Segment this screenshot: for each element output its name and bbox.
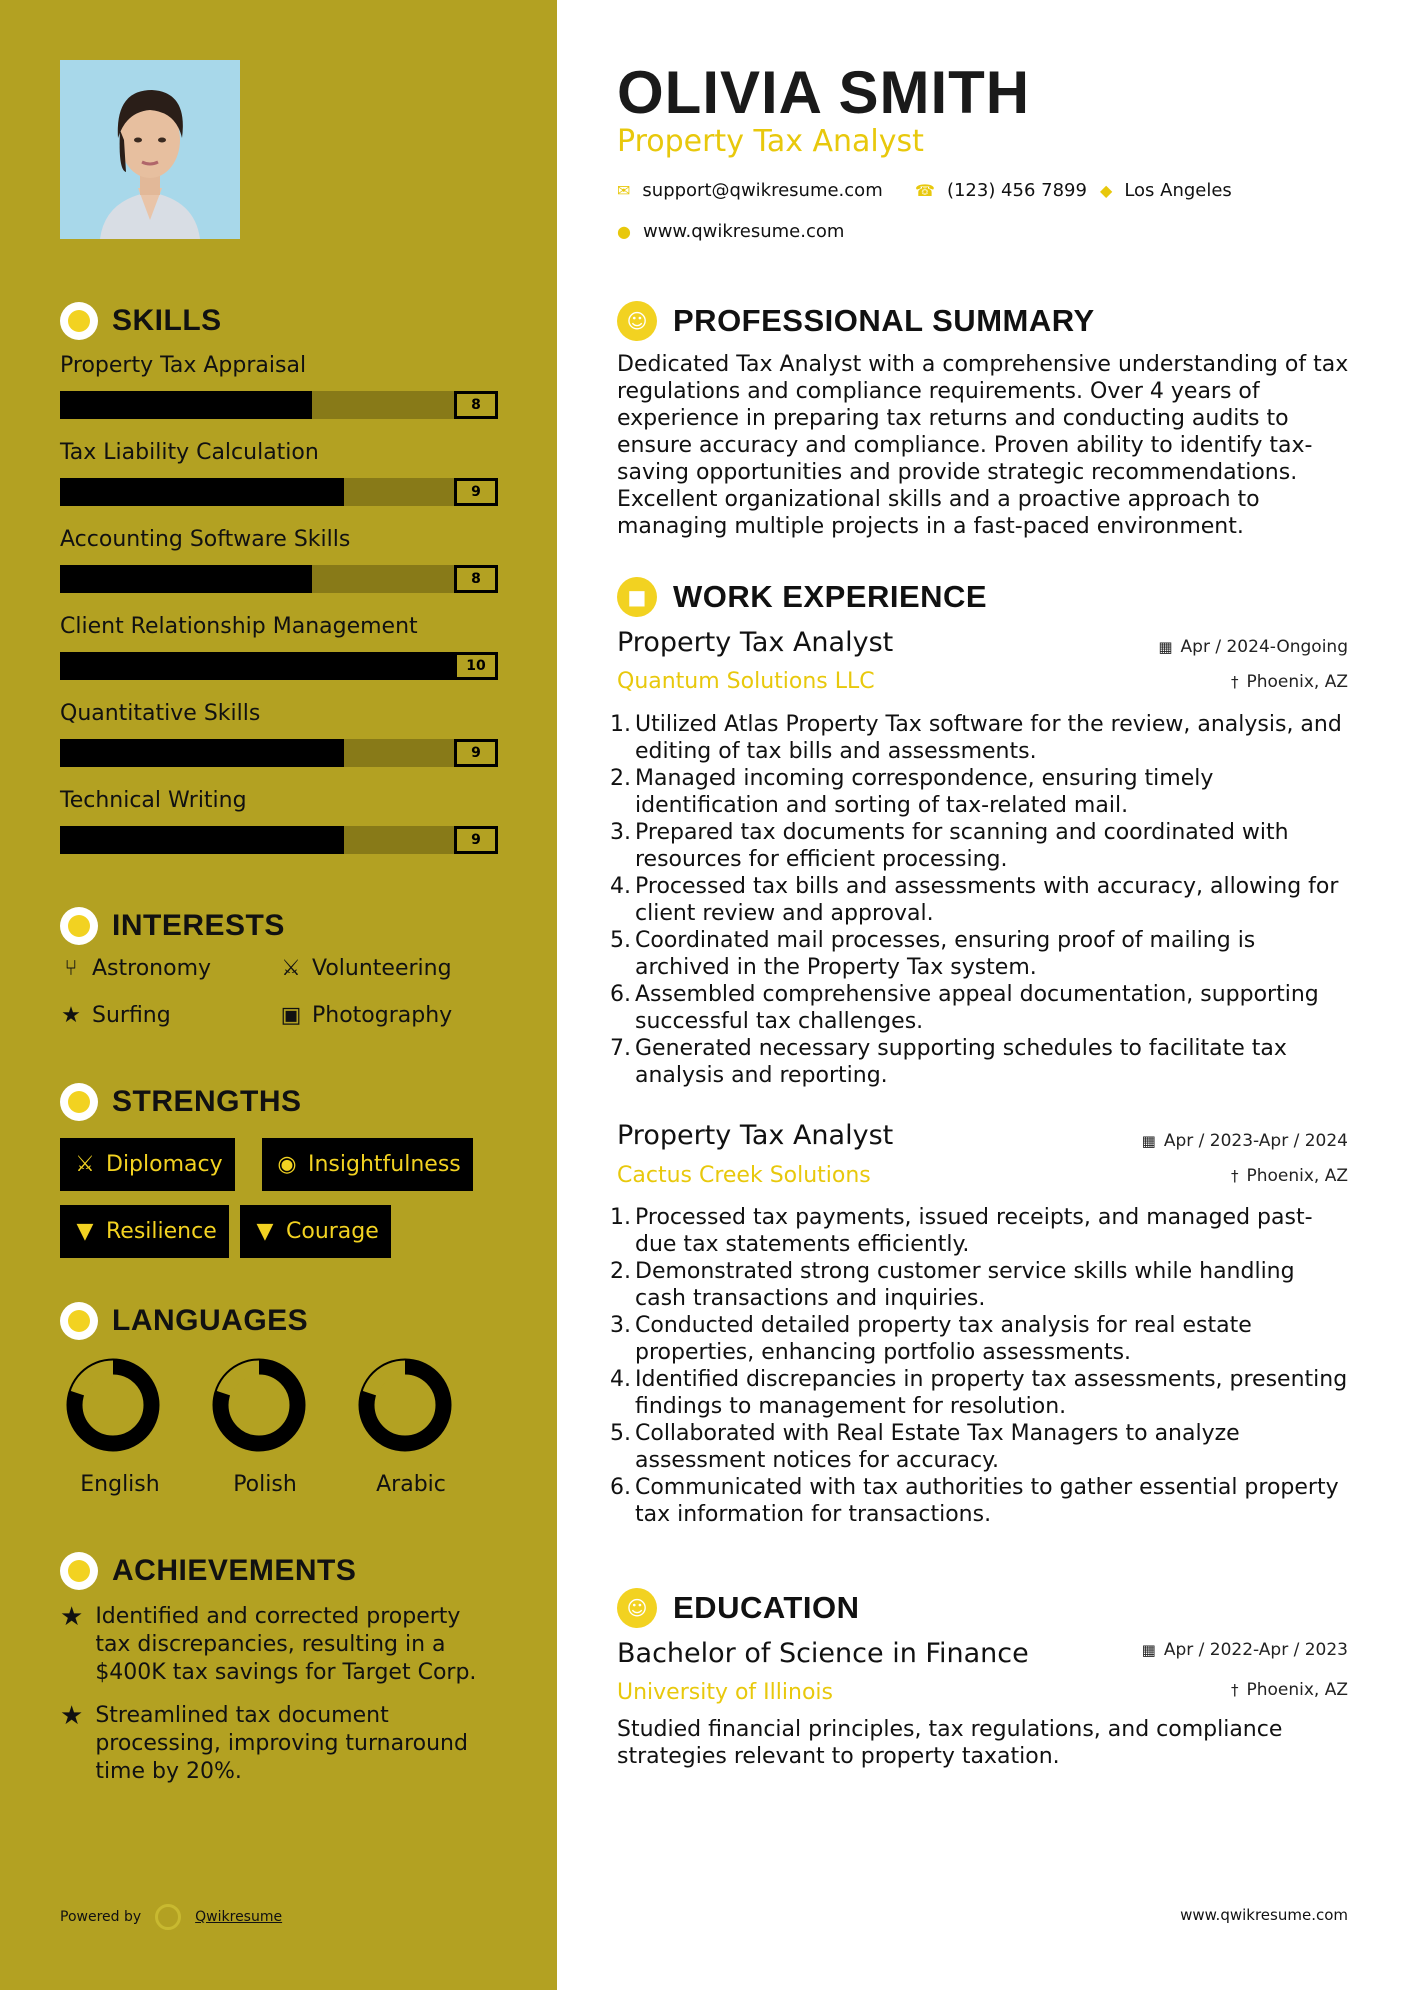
sidebar bbox=[0, 0, 557, 1990]
shooting-star-icon: ★ bbox=[60, 1602, 84, 1632]
skills-heading bbox=[60, 302, 222, 340]
strength-label: Diplomacy bbox=[106, 1152, 223, 1177]
phone-icon: ☎ bbox=[915, 181, 935, 200]
strength-chip bbox=[60, 1138, 235, 1191]
work-title: WORK EXPERIENCE bbox=[673, 579, 988, 614]
phone-text: (123) 456 7899 bbox=[946, 180, 1087, 201]
education-location-text: Phoenix, AZ bbox=[1246, 1680, 1348, 1700]
user-icon: ☺ bbox=[617, 301, 657, 341]
camera-icon: ▣ bbox=[280, 1003, 302, 1028]
location-text: Los Angeles bbox=[1124, 180, 1232, 201]
skill-bar-fill bbox=[60, 391, 312, 419]
map-pin-icon: ◆ bbox=[1100, 181, 1113, 200]
contact-phone[interactable] bbox=[915, 180, 1087, 201]
achievement-text: Identified and corrected property tax discrepancies, resulting in a $400K tax savings for Target Corp. bbox=[95, 1604, 477, 1685]
job-location-text: Phoenix, AZ bbox=[1246, 1166, 1348, 1186]
achievement-item bbox=[60, 1603, 500, 1687]
skill-name: Technical Writing bbox=[60, 788, 247, 813]
list-item: 3. Conducted detailed property tax analysis for real estate properties, enhancing portfolio assessments. bbox=[610, 1313, 1252, 1365]
language-donut bbox=[358, 1358, 452, 1452]
eye-icon: ◉ bbox=[277, 1152, 297, 1177]
job-title: Property Tax Analyst bbox=[617, 627, 894, 658]
education-heading bbox=[617, 1588, 859, 1628]
pushpin-icon: † bbox=[1230, 1167, 1239, 1185]
languages-heading bbox=[60, 1302, 308, 1340]
envelope-icon: ✉ bbox=[617, 181, 631, 200]
job-company: Quantum Solutions LLC bbox=[617, 669, 875, 694]
strength-label: Insightfulness bbox=[308, 1152, 461, 1177]
language-label: Arabic bbox=[376, 1472, 446, 1497]
strengths-title: STRENGTHS bbox=[112, 1085, 302, 1118]
interest-item bbox=[280, 956, 452, 981]
paper-plane-icon bbox=[60, 907, 98, 945]
contact-website[interactable] bbox=[617, 221, 844, 242]
skill-item bbox=[60, 436, 498, 506]
profile-photo bbox=[60, 60, 240, 239]
interest-label: Astronomy bbox=[92, 956, 212, 981]
skill-score: 9 bbox=[454, 478, 498, 506]
skill-item bbox=[60, 697, 498, 767]
interest-label: Volunteering bbox=[312, 956, 452, 981]
skill-bar bbox=[60, 478, 498, 506]
qwikresume-logo-icon bbox=[155, 1904, 181, 1930]
summary-heading bbox=[617, 301, 1095, 341]
skill-score: 8 bbox=[454, 391, 498, 419]
handshake-icon: ⚔ bbox=[75, 1152, 95, 1177]
skill-bar-fill bbox=[60, 478, 344, 506]
job-company: Cactus Creek Solutions bbox=[617, 1163, 871, 1188]
education-location bbox=[1231, 1680, 1348, 1700]
candidate-name: OLIVIA SMITH bbox=[617, 59, 1031, 126]
education-dates-text: Apr / 2022-Apr / 2023 bbox=[1163, 1640, 1348, 1660]
skill-bar-fill bbox=[60, 739, 344, 767]
briefcase-icon: ■ bbox=[617, 577, 657, 617]
skill-item bbox=[60, 784, 498, 854]
list-item: 5. Collaborated with Real Estate Tax Managers to analyze assessment notices for accuracy. bbox=[610, 1421, 1240, 1473]
contact-location bbox=[1100, 180, 1232, 201]
skill-score: 9 bbox=[454, 739, 498, 767]
summary-text: Dedicated Tax Analyst with a comprehensive understanding of tax regulations and compliance requirements. Over 4 years of experience in preparing tax returns and conducting audits to ensure accuracy and compliance. Proven ability to identify tax-saving opportunities and provide strategic recommendations. Excellent organizational skills and a proactive approach to managing multiple projects in a fast-paced environment. bbox=[617, 352, 1349, 539]
job-dates bbox=[1158, 637, 1348, 657]
powered-by bbox=[60, 1904, 282, 1930]
strengths-heading bbox=[60, 1083, 302, 1121]
achievement-text: Streamlined tax document processing, improving turnaround time by 20%. bbox=[95, 1703, 468, 1784]
pushpin-icon: † bbox=[1230, 673, 1239, 691]
email-text: support@qwikresume.com bbox=[642, 180, 883, 201]
shield-icon: ▼ bbox=[76, 1219, 94, 1244]
job-bullets bbox=[610, 711, 1350, 1089]
skill-bar-fill bbox=[60, 565, 312, 593]
job-location-text: Phoenix, AZ bbox=[1246, 672, 1348, 692]
skill-bar bbox=[60, 391, 498, 419]
skill-name: Accounting Software Skills bbox=[60, 527, 351, 552]
contact-email[interactable] bbox=[617, 180, 883, 201]
skill-score: 10 bbox=[454, 652, 498, 680]
school-name: University of Illinois bbox=[617, 1680, 833, 1705]
job-dates-text: Apr / 2023-Apr / 2024 bbox=[1163, 1131, 1348, 1151]
job-title: Property Tax Analyst bbox=[617, 1120, 894, 1151]
skill-item bbox=[60, 523, 498, 593]
summary-title: PROFESSIONAL SUMMARY bbox=[673, 303, 1095, 338]
skill-bar bbox=[60, 652, 498, 680]
website-text: www.qwikresume.com bbox=[642, 221, 845, 242]
list-item: 1. Processed tax payments, issued receipts, and managed past-due tax statements efficiently. bbox=[610, 1205, 1313, 1257]
calendar-icon: ▦ bbox=[1141, 1132, 1156, 1150]
fist-icon bbox=[60, 1083, 98, 1121]
qwikresume-link[interactable]: Qwikresume bbox=[195, 1909, 283, 1925]
pushpin-icon: † bbox=[1230, 1681, 1239, 1699]
job-dates-text: Apr / 2024-Ongoing bbox=[1180, 637, 1348, 657]
interest-label: Photography bbox=[312, 1003, 453, 1028]
interest-item bbox=[280, 1003, 452, 1028]
shield-icon: ▼ bbox=[256, 1219, 274, 1244]
skill-item bbox=[60, 610, 498, 680]
skills-title: SKILLS bbox=[112, 304, 222, 337]
strength-label: Courage bbox=[286, 1219, 379, 1244]
calendar-icon: ▦ bbox=[1141, 1641, 1156, 1659]
languages-title: LANGUAGES bbox=[112, 1304, 309, 1337]
education-dates bbox=[1142, 1640, 1348, 1660]
calendar-icon: ▦ bbox=[1158, 638, 1173, 656]
job-dates bbox=[1142, 1131, 1348, 1151]
star-badge-icon bbox=[60, 1552, 98, 1590]
list-item: 2. Managed incoming correspondence, ensuring timely identification and sorting of tax-related mail. bbox=[610, 766, 1214, 818]
education-title: EDUCATION bbox=[673, 1590, 860, 1625]
graduation-icon: ☺ bbox=[617, 1588, 657, 1628]
education-text: Studied financial principles, tax regulations, and compliance strategies relevant to property taxation. bbox=[617, 1717, 1283, 1769]
work-heading bbox=[617, 577, 987, 617]
language-label: Polish bbox=[233, 1472, 297, 1497]
job-location bbox=[1231, 672, 1348, 692]
achievements-heading bbox=[60, 1552, 356, 1590]
skill-name: Quantitative Skills bbox=[60, 701, 261, 726]
list-item: 7. Generated necessary supporting schedules to facilitate tax analysis and reporting. bbox=[610, 1036, 1287, 1088]
achievement-item bbox=[60, 1702, 500, 1786]
language-donut bbox=[212, 1358, 306, 1452]
strength-chip bbox=[240, 1205, 391, 1258]
skill-bar bbox=[60, 826, 498, 854]
lightbulb-icon bbox=[60, 302, 98, 340]
list-item: 5. Coordinated mail processes, ensuring proof of mailing is archived in the Property Tax system. bbox=[610, 928, 1256, 980]
job-bullets bbox=[610, 1204, 1350, 1528]
star-icon: ★ bbox=[61, 1003, 81, 1028]
skill-name: Tax Liability Calculation bbox=[60, 440, 319, 465]
footer-url[interactable]: www.qwikresume.com bbox=[1180, 1906, 1348, 1924]
list-item: 2. Demonstrated strong customer service skills while handling cash transactions and inquiries. bbox=[610, 1259, 1295, 1311]
skill-item bbox=[60, 349, 498, 419]
language-label: English bbox=[80, 1472, 160, 1497]
powered-by-label: Powered by bbox=[60, 1909, 142, 1925]
skill-bar bbox=[60, 565, 498, 593]
interests-title: INTERESTS bbox=[112, 909, 285, 942]
list-item: 3. Prepared tax documents for scanning and coordinated with resources for efficient processing. bbox=[610, 820, 1289, 872]
list-item: 1. Utilized Atlas Property Tax software for the review, analysis, and editing of tax bills and assessments. bbox=[610, 712, 1342, 764]
skill-bar bbox=[60, 739, 498, 767]
achievements-title: ACHIEVEMENTS bbox=[112, 1554, 357, 1587]
language-icon bbox=[60, 1302, 98, 1340]
strength-chip bbox=[60, 1205, 229, 1258]
job-location bbox=[1231, 1166, 1348, 1186]
interest-item bbox=[60, 956, 211, 981]
list-item: 4. Identified discrepancies in property tax assessments, presenting findings to management for resolution. bbox=[610, 1367, 1348, 1419]
skill-bar-fill bbox=[60, 652, 454, 680]
skill-bar-fill bbox=[60, 826, 344, 854]
skill-score: 9 bbox=[454, 826, 498, 854]
shooting-star-icon: ★ bbox=[60, 1701, 84, 1731]
utensils-icon: ⑂ bbox=[64, 956, 78, 981]
degree-title: Bachelor of Science in Finance bbox=[617, 1638, 1029, 1669]
language-donut bbox=[66, 1358, 160, 1452]
skill-name: Client Relationship Management bbox=[60, 614, 418, 639]
handshake-icon: ⚔ bbox=[281, 956, 301, 981]
globe-icon: ● bbox=[617, 222, 631, 241]
candidate-title: Property Tax Analyst bbox=[617, 124, 924, 159]
interest-item bbox=[60, 1003, 171, 1028]
interest-label: Surfing bbox=[92, 1003, 171, 1028]
skill-score: 8 bbox=[454, 565, 498, 593]
skill-name: Property Tax Appraisal bbox=[60, 353, 307, 378]
strength-chip bbox=[262, 1138, 473, 1191]
list-item: 6. Communicated with tax authorities to gather essential property tax information for transactions. bbox=[610, 1475, 1339, 1527]
list-item: 6. Assembled comprehensive appeal documentation, supporting successful tax challenges. bbox=[610, 982, 1319, 1034]
list-item: 4. Processed tax bills and assessments with accuracy, allowing for client review and approval. bbox=[610, 874, 1339, 926]
strength-label: Resilience bbox=[106, 1219, 217, 1244]
interests-heading bbox=[60, 907, 285, 945]
